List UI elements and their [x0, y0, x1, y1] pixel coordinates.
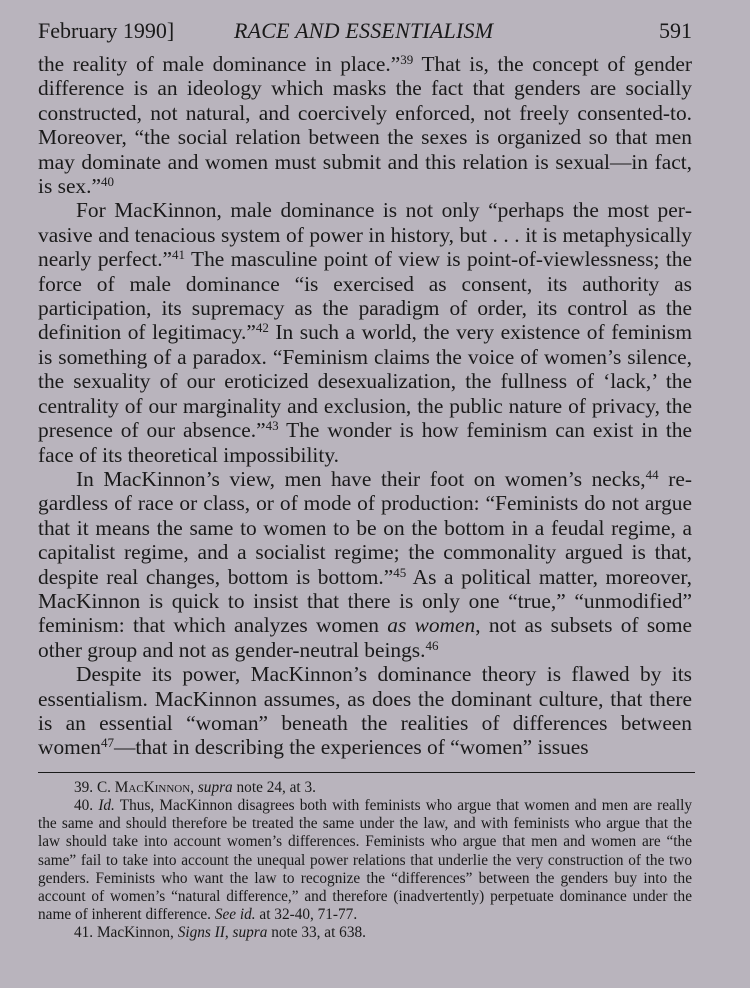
footnote-number: 39. — [74, 778, 94, 796]
citation-signal: See id. — [214, 906, 256, 924]
footnote-ref-44[interactable]: 44 — [645, 466, 659, 482]
footnote-ref-46[interactable]: 46 — [425, 637, 439, 653]
footnote-text: Thus, MacKinnon disagrees both with feminists who argue that women and men are really the same and should therefore be treated the same under the law, and with feminists who argue that the law should take into account women’s differences. Feminists who argue that men and women are “the same” fail to take into account the unequal power relations that underlie the very construction of the two genders. Feminists who want the law to recognize the “differences” between the genders buy into the account of women’s “natural difference,” and therefore (inadvertently) perpetuate dominance under the name of inherent difference. — [38, 796, 692, 924]
paragraph-text: For MacKinnon, male dominance is not only “perhaps the most pervasive and tenacious system of power in history, but . . . it is metaphysically nearly perfect.” — [38, 198, 692, 272]
footnote-text: , — [224, 924, 233, 942]
paragraph-text: The wonder is how feminism can exist in the face of its theoretical impossibility. — [38, 418, 692, 467]
emphasis-text: as women — [387, 613, 476, 638]
footnote-text: MacKinnon, — [96, 924, 178, 942]
paragraph-text: , not as subsets of some other group and not as gender-neutral beings. — [38, 613, 692, 662]
cited-work-title: Signs II — [177, 924, 225, 942]
footnote-text: , — [190, 778, 198, 796]
paragraph-text: regardless of race or class, or of mode of production: “Feminists do not argue that it means the same to women to be on the bottom in a feudal regime, a capitalist regime, and a socialist regime; the commonality argued is that, despite real changes, bottom is bottom.” — [38, 466, 692, 589]
footnote-text: at 32-40, 71-77. — [255, 906, 358, 924]
citation-signal: supra — [197, 778, 233, 796]
paragraph-4 — [38, 662, 692, 760]
citation-signal: Id. — [98, 796, 115, 814]
footnote-ref-47[interactable]: 47 — [100, 735, 114, 751]
footnote-39 — [38, 779, 692, 797]
header-date: February 1990] — [38, 18, 175, 43]
footnote-ref-42[interactable]: 42 — [255, 320, 269, 336]
body-text — [38, 52, 692, 760]
page-number: 591 — [659, 18, 692, 43]
citation-signal: supra — [232, 924, 268, 942]
footnote-number: 40. — [74, 796, 94, 814]
footnote-text: note 33, at 638. — [267, 924, 366, 942]
footnote-author: C. MacKinnon — [96, 778, 191, 796]
paragraph-text: That is, the concept of gender difference is an ideology which masks the fact that genders are socially constructed, not natural, and coercively enforced, not freely consented-to. Moreover, “the social relation between the sexes is organized so that men may dominate and women must submit and this relation is sexual—in fact, is sex.” — [38, 52, 692, 199]
footnotes — [38, 779, 692, 943]
footnote-ref-45[interactable]: 45 — [393, 564, 407, 580]
paragraph-3 — [38, 467, 692, 662]
footnote-divider — [38, 772, 695, 773]
footnote-ref-41[interactable]: 41 — [172, 247, 186, 263]
footnote-41 — [38, 924, 692, 942]
footnote-ref-43[interactable]: 43 — [265, 418, 279, 434]
paragraph-2 — [38, 198, 692, 466]
footnote-ref-40[interactable]: 40 — [100, 174, 114, 190]
paragraph-text: the reality of male dominance in place.” — [38, 52, 401, 76]
footnote-text: note 24, at 3. — [232, 778, 316, 796]
paragraph-text: The masculine point of view is point-of-viewlessness; the force of male dominance “is exercised as consent, its authority as participation, its supremacy as the paradigm of order, its control as the definition of legitimacy.” — [38, 247, 692, 345]
running-title: RACE AND ESSENTIALISM — [234, 18, 494, 43]
footnote-number: 41. — [74, 924, 94, 942]
footnote-ref-39[interactable]: 39 — [400, 52, 414, 67]
footnote-40 — [38, 797, 692, 924]
paragraph-1 — [38, 52, 692, 198]
paragraph-text: As a political matter, moreover, MacKinnon is quick to insist that there is only one “true,” “unmodified” feminism: that which analyzes women — [38, 564, 693, 638]
paragraph-text: Despite its power, MacKinnon’s dominance theory is flawed by its essentialism. MacKinnon assumes, as does the dominant culture, that there is an essential “woman” beneath the realities of differences between women — [38, 662, 692, 760]
page-header — [38, 18, 692, 52]
paragraph-text: In such a world, the very existence of feminism is something of a paradox. “Feminism claims the voice of women’s silence, the sexuality of our eroticized desexualization, the fullness of ‘lack,’ the centrality of our marginality and exclusion, the public nature of privacy, the presence of our absence.” — [38, 320, 692, 443]
paragraph-text: —that in describing the experiences of “women” issues — [113, 735, 589, 760]
paragraph-text: In MacKinnon’s view, men have their foot on women’s necks, — [76, 466, 646, 491]
